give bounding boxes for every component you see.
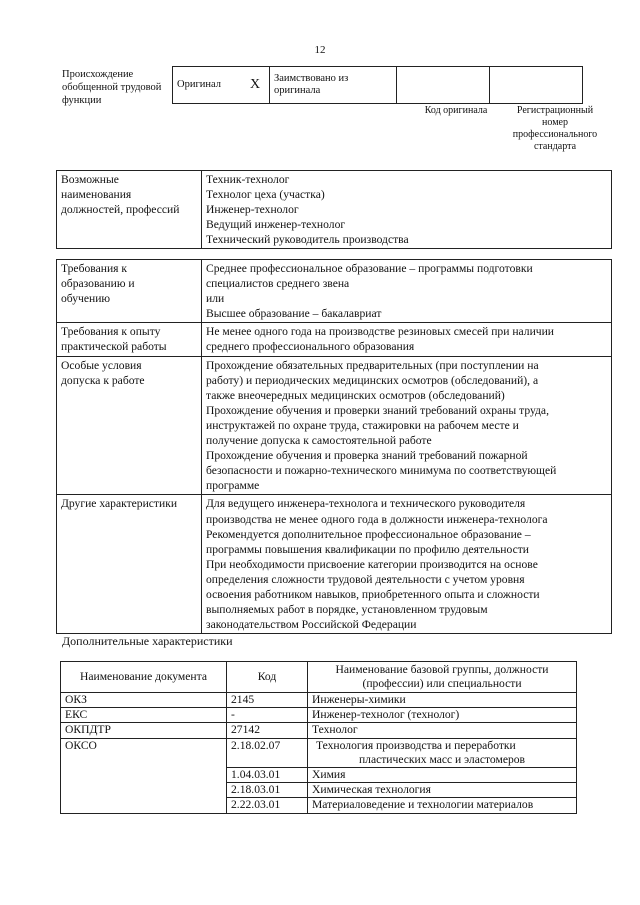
- requirement-value-line: работу) и периодических медицинских осмотров (обследований), а: [206, 373, 539, 387]
- doc-cell: ОКЗ: [61, 693, 227, 708]
- requirement-value-line: получение допуска к самостоятельной работе: [206, 434, 432, 448]
- requirement-label: [57, 356, 202, 495]
- header-name-line: Наименование базовой группы, должности: [335, 662, 549, 676]
- requirement-value-line: Прохождение обучения и проверки знаний требований охраны труда,: [206, 403, 549, 417]
- classifier-header-row: [61, 662, 577, 693]
- requirement-value: [202, 260, 612, 323]
- table-row: [61, 738, 577, 767]
- name-cell: Инженеры-химики: [308, 693, 577, 708]
- requirement-value-line: освоения работником навыков, приобретенного опыта и сложности: [206, 587, 540, 601]
- positions-label-line: наименования: [61, 188, 132, 202]
- code-cell: 2.18.03.01: [227, 783, 308, 798]
- doc-cell: ЕКС: [61, 708, 227, 723]
- reg-caption-line: Регистрационный: [516, 105, 594, 116]
- requirement-row-special-conditions: [57, 356, 612, 495]
- requirement-value: [202, 495, 612, 634]
- code-cell: 1.04.03.01: [227, 768, 308, 783]
- code-original-caption: Код оригинала: [424, 105, 488, 116]
- requirements-table: [56, 259, 612, 634]
- requirement-label-line: допуска к работе: [61, 373, 145, 387]
- origin-label-line: обобщенной трудовой: [62, 82, 162, 93]
- requirement-value-line: среднего профессионального образования: [206, 340, 415, 354]
- name-cell: Химическая технология: [308, 783, 577, 798]
- header-code: Код: [227, 662, 308, 693]
- requirement-value-line: производства не менее одного года в должности инженера-технолога: [206, 512, 548, 526]
- table-row: [61, 723, 577, 738]
- table-row: [61, 693, 577, 708]
- requirement-value-line: законодательством Российской Федерации: [206, 618, 417, 632]
- positions-label: [57, 171, 202, 249]
- additional-section-title: Дополнительные характеристики: [62, 634, 233, 648]
- name-cell-line: пластических масс и эластомеров: [358, 752, 526, 766]
- requirement-label: [57, 495, 202, 634]
- original-mark: X: [241, 67, 270, 104]
- reg-caption-line: номер: [542, 117, 568, 128]
- position-item: Инженер-технолог: [206, 203, 299, 217]
- reg-number-cell: [490, 67, 583, 104]
- header-name: [308, 662, 577, 693]
- requirement-value-line: Прохождение обязательных предварительных (при поступлении на: [206, 358, 539, 372]
- requirement-value-line: определения сложности трудовой деятельности с учетом уровня: [206, 572, 525, 586]
- positions-list: [202, 171, 612, 249]
- origin-label: [62, 68, 177, 107]
- origin-label-line: Происхождение: [62, 69, 134, 80]
- requirement-label: [57, 323, 202, 356]
- requirement-value-line: или: [206, 292, 225, 306]
- requirement-row-experience: [57, 323, 612, 356]
- header-doc: Наименование документа: [61, 662, 227, 693]
- position-item: Технический руководитель производства: [206, 233, 409, 247]
- requirement-label-line: Особые условия: [61, 358, 142, 372]
- position-item: Технолог цеха (участка): [206, 188, 325, 202]
- requirement-value-line: Рекомендуется дополнительное профессиональное образование –: [206, 527, 531, 541]
- requirement-row-other: [57, 495, 612, 634]
- name-cell: Инженер-технолог (технолог): [308, 708, 577, 723]
- borrowed-label-line: Заимствовано из: [274, 73, 349, 84]
- requirement-value-line: При необходимости присвоение категории производится на основе: [206, 557, 538, 571]
- requirement-value-line: Для ведущего инженера-технолога и технического руководителя: [206, 497, 526, 511]
- borrowed-label: [270, 67, 397, 104]
- requirement-value-line: программе: [206, 479, 260, 493]
- position-item: Ведущий инженер-технолог: [206, 218, 346, 232]
- reg-caption-line: профессионального: [512, 129, 598, 140]
- borrowed-label-line: оригинала: [274, 85, 321, 96]
- requirement-row-education: [57, 260, 612, 323]
- requirement-value-line: программы повышения квалификации по профилю деятельности: [206, 542, 529, 556]
- doc-cell: ОКСО: [61, 738, 227, 813]
- origin-label-line: функции: [62, 95, 102, 106]
- reg-number-caption: [500, 105, 610, 153]
- requirement-label: [57, 260, 202, 323]
- requirement-value-line: инструктажей по охране труда, стажировки на рабочем месте и: [206, 418, 519, 432]
- origin-table: [172, 66, 583, 104]
- name-cell: Материаловедение и технологии материалов: [308, 798, 577, 813]
- header-name-line: (профессии) или специальности: [362, 677, 522, 690]
- positions-label-line: Возможные: [61, 173, 119, 186]
- name-cell: Химия: [308, 768, 577, 783]
- code-cell: 27142: [227, 723, 308, 738]
- positions-label-line: должностей, профессий: [61, 203, 180, 217]
- requirement-label-line: Требования к: [61, 262, 128, 275]
- name-cell-line: Технология производства и переработки: [316, 738, 516, 752]
- name-cell: [308, 738, 577, 767]
- requirement-value-line: Среднее профессиональное образование – программы подготовки: [206, 262, 533, 275]
- code-cell: -: [227, 708, 308, 723]
- requirement-value-line: Высшее образование – бакалавриат: [206, 307, 382, 321]
- requirement-label-line: практической работы: [61, 340, 167, 354]
- requirement-value: [202, 356, 612, 495]
- code-cell: 2.18.02.07: [227, 738, 308, 767]
- positions-table: [56, 170, 612, 249]
- code-original-cell: [397, 67, 490, 104]
- code-cell: 2145: [227, 693, 308, 708]
- requirement-label-line: Другие характеристики: [61, 497, 178, 511]
- requirement-label-line: обучению: [61, 292, 111, 306]
- reg-caption-line: стандарта: [533, 141, 577, 152]
- requirement-value-line: Не менее одного года на производстве резиновых смесей при наличии: [206, 325, 555, 339]
- code-cell: 2.22.03.01: [227, 798, 308, 813]
- requirement-value: [202, 323, 612, 356]
- original-label: Оригинал: [173, 67, 242, 104]
- requirement-label-line: Требования к опыту: [61, 325, 161, 339]
- requirement-value-line: выполняемых работ в порядке, установленном трудовым: [206, 603, 488, 617]
- position-item: Техник-технолог: [206, 173, 290, 186]
- requirement-value-line: также внеочередных медицинских осмотров (обследований): [206, 388, 505, 402]
- table-row: [61, 708, 577, 723]
- requirement-value-line: безопасности и пожарно-технического минимума по соответствующей: [206, 464, 557, 478]
- requirement-value-line: Прохождение обучения и проверка знаний требований пожарной: [206, 449, 528, 463]
- classifier-table: [60, 661, 577, 814]
- page-number: 12: [314, 44, 326, 56]
- name-cell: Технолог: [308, 723, 577, 738]
- requirement-value-line: специалистов среднего звена: [206, 277, 350, 291]
- doc-cell: ОКПДТР: [61, 723, 227, 738]
- requirement-label-line: образованию и: [61, 277, 135, 291]
